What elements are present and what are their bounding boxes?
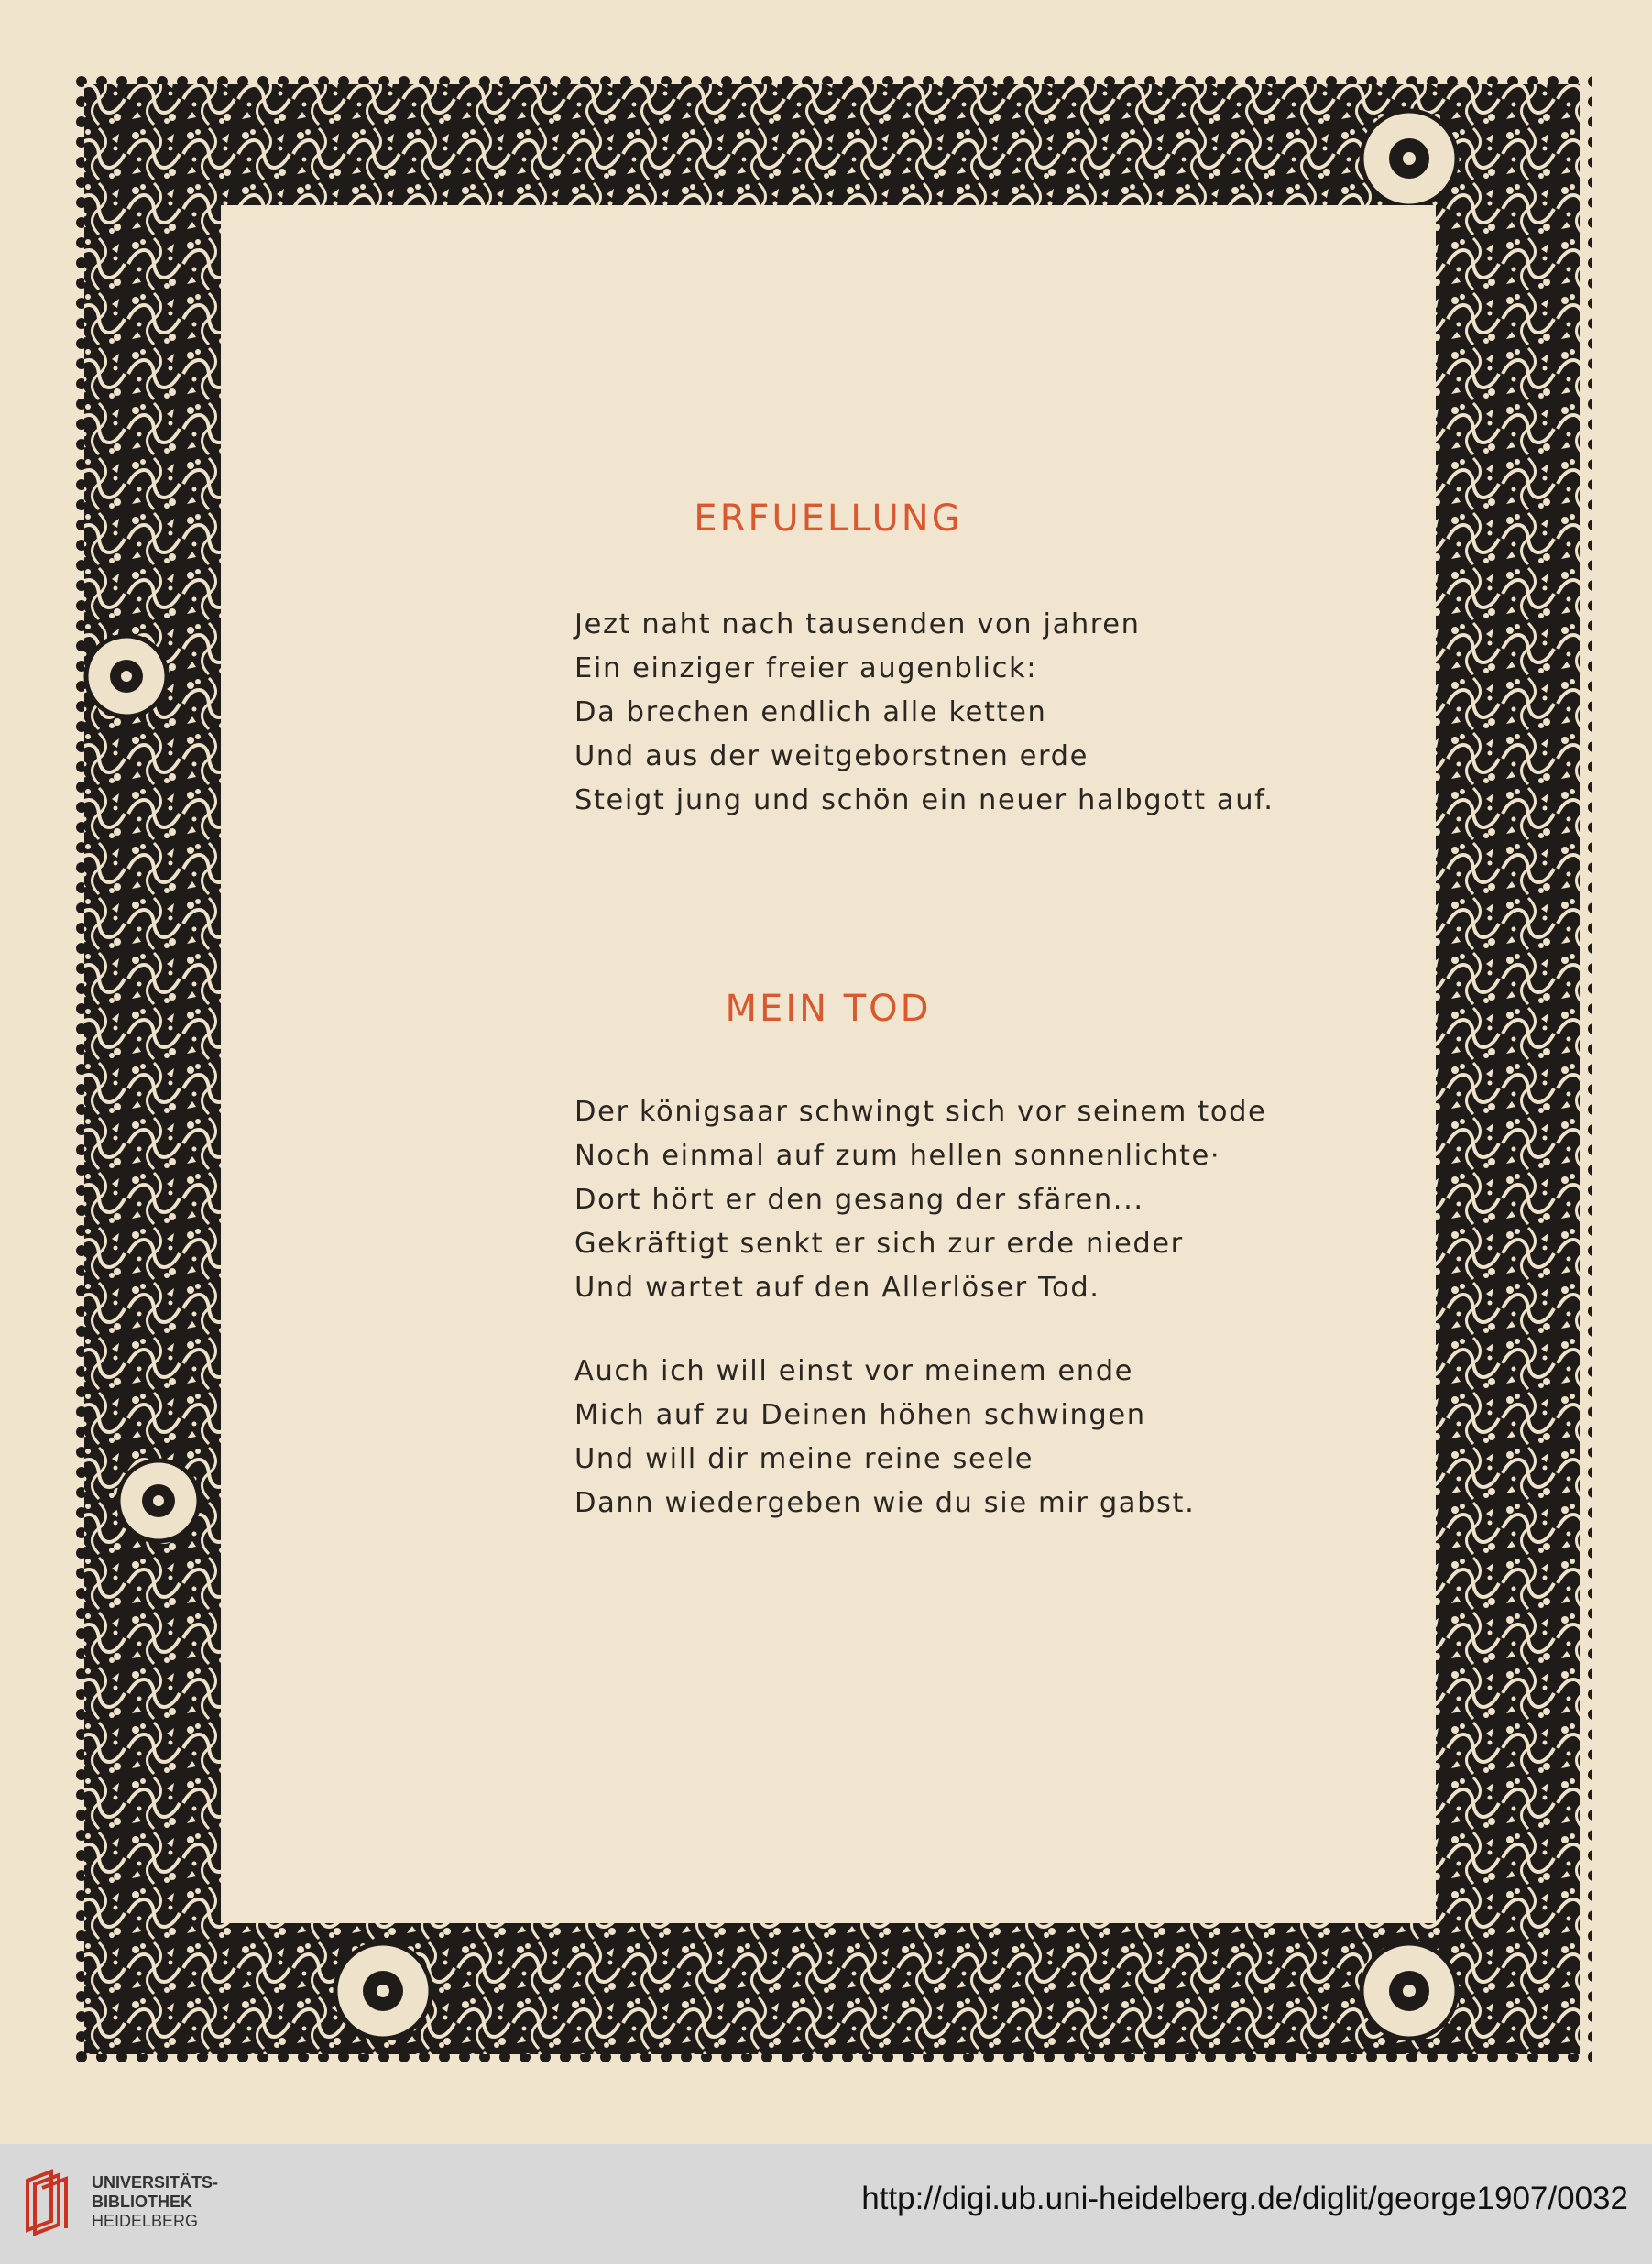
verse-line: Dort hört er den gesang der sfären... [574, 1184, 1144, 1216]
verse-line: Und wartet auf den Allerlöser Tod. [574, 1272, 1100, 1304]
verse-line: Auch ich will einst vor meinem ende [574, 1355, 1134, 1387]
library-line: BIBLIOTHEK [92, 2193, 192, 2211]
verse-line: Noch einmal auf zum hellen sonnenlichte· [574, 1140, 1221, 1172]
verse-line: Da brechen endlich alle ketten [574, 696, 1047, 728]
library-name [92, 2173, 218, 2231]
verse-line: Und will dir meine reine seele [574, 1443, 1034, 1475]
stanza [574, 1350, 1399, 1526]
verse-line: Mich auf zu Deinen höhen schwingen [574, 1399, 1146, 1431]
verse-line: Gekräftigt senkt er sich zur erde nieder [574, 1228, 1184, 1260]
library-logo-icon [24, 2168, 81, 2236]
verse-line: Ein einziger freier augenblick: [574, 652, 1038, 684]
text-field [224, 209, 1432, 1919]
verse-line: Der königsaar schwingt sich vor seinem tode [574, 1096, 1267, 1128]
poem-title: MEIN TOD [725, 988, 932, 1030]
stanza [574, 603, 1399, 823]
verse-line: Und aus der weitgeborstnen erde [574, 740, 1089, 772]
footer-bar [0, 2144, 1652, 2264]
source-url-link[interactable]: http://digi.ub.uni-heidelberg.de/diglit/george1907/0032 [861, 2181, 1628, 2216]
poem-title: ERFUELLUNG [694, 498, 963, 540]
verse-line: Dann wiedergeben wie du sie mir gabst. [574, 1487, 1196, 1519]
stanza [574, 1090, 1399, 1310]
library-line: HEIDELBERG [92, 2212, 199, 2230]
verse-line: Jezt naht nach tausenden von jahren [574, 608, 1141, 640]
verse-line: Steigt jung und schön ein neuer halbgott auf. [574, 784, 1275, 816]
library-line: UNIVERSITÄTS- [92, 2173, 219, 2192]
